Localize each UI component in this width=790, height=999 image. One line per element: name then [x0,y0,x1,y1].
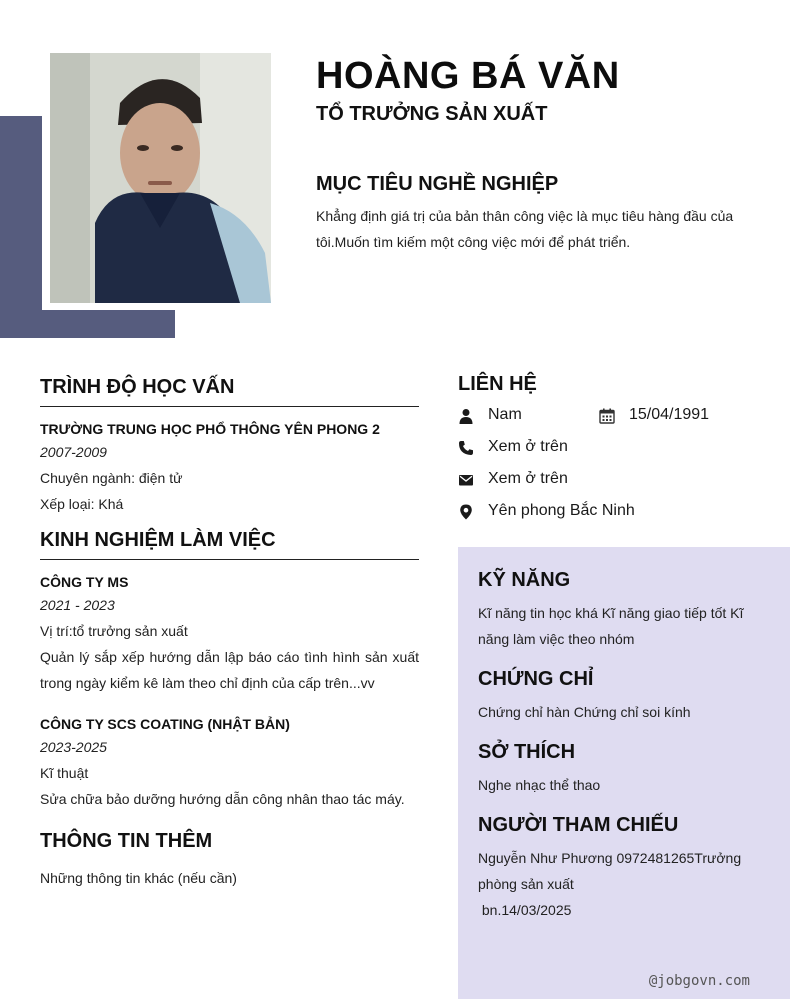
experience-description: Quản lý sắp xếp hướng dẫn lập báo cáo tình hình sản xuất trong ngày kiểm kê làm theo chỉ định của cấp trên...vv [40,649,419,691]
references-date: bn.14/03/2025 [478,902,572,918]
contact-gender: Nam [488,406,522,423]
skills-section [478,569,770,652]
hobbies-section [478,741,770,798]
candidate-name: HOÀNG BÁ VĂN [316,55,620,97]
experience-description: Sửa chữa bảo dưỡng hướng dẫn công nhân thao tác máy. [40,791,405,807]
certificates-section [478,668,770,725]
mail-icon [458,472,474,488]
contact-row-address [458,500,778,532]
profile-photo-image [50,53,271,303]
certificates-heading: CHỨNG CHỈ [478,668,594,690]
experience-company: CÔNG TY MS [40,574,129,590]
experience-company: CÔNG TY SCS COATING (NHẬT BẢN) [40,716,290,732]
experience-position: Kĩ thuật [40,765,89,781]
hobbies-text: Nghe nhạc thể thao [478,777,601,793]
contact-row-email [458,468,778,500]
experience-item [40,714,419,812]
contact-row-gender-birthdate [458,404,778,436]
additional-info-text: Những thông tin khác (nếu cần) [40,870,237,886]
side-panel [458,547,790,999]
education-period: 2007-2009 [40,444,107,460]
education-school: TRƯỜNG TRUNG HỌC PHỔ THÔNG YÊN PHONG 2 [40,421,380,437]
objective-heading: MỤC TIÊU NGHỀ NGHIỆP [316,173,559,195]
phone-icon [458,440,474,456]
candidate-job-title: TỔ TRƯỞNG SẢN XUẤT [316,103,548,125]
watermark-text: @jobgovn.com [648,973,750,989]
contact-phone: Xem ở trên [488,438,568,455]
contact-heading: LIÊN HỆ [458,373,537,395]
person-icon [458,408,474,424]
references-heading: NGƯỜI THAM CHIẾU [478,814,679,836]
education-grade: Xếp loại: Khá [40,496,124,512]
experience-period: 2021 - 2023 [40,597,115,613]
certificates-text: Chứng chỉ hàn Chứng chỉ soi kính [478,704,691,720]
skills-heading: KỸ NĂNG [478,569,571,591]
hobbies-heading: SỞ THÍCH [478,741,576,763]
decorative-bar-horizontal [0,310,175,338]
contact-email: Xem ở trên [488,470,568,487]
decorative-bar-vertical [0,116,42,338]
additional-info-heading: THÔNG TIN THÊM [40,830,213,852]
objective-text: Khẳng định giá trị của bản thân công việc là mục tiêu hàng đầu của tôi.Muốn tìm kiếm một công việc mới để phát triển. [316,208,734,250]
profile-photo [50,53,271,303]
references-text: Nguyễn Như Phương 0972481265Trưởng phòng sản xuất [478,850,742,892]
experience-period: 2023-2025 [40,739,107,755]
experience-item [40,572,419,696]
contact-address: Yên phong Bắc Ninh [488,502,635,519]
calendar-icon [599,408,615,424]
references-section [478,814,770,923]
education-heading: TRÌNH ĐỘ HỌC VẤN [40,376,419,407]
contact-row-phone [458,436,778,468]
left-column [40,376,419,891]
contact-section [458,373,778,532]
skills-text: Kĩ năng tin học khá Kĩ năng giao tiếp tốt Kĩ năng làm việc theo nhóm [478,605,744,647]
education-major: Chuyên ngành: điện tử [40,470,183,486]
location-pin-icon [458,504,474,520]
contact-birthdate: 15/04/1991 [629,406,710,423]
experience-heading: KINH NGHIỆM LÀM VIỆC [40,529,419,560]
experience-position: Vị trí:tổ trưởng sản xuất [40,623,188,639]
